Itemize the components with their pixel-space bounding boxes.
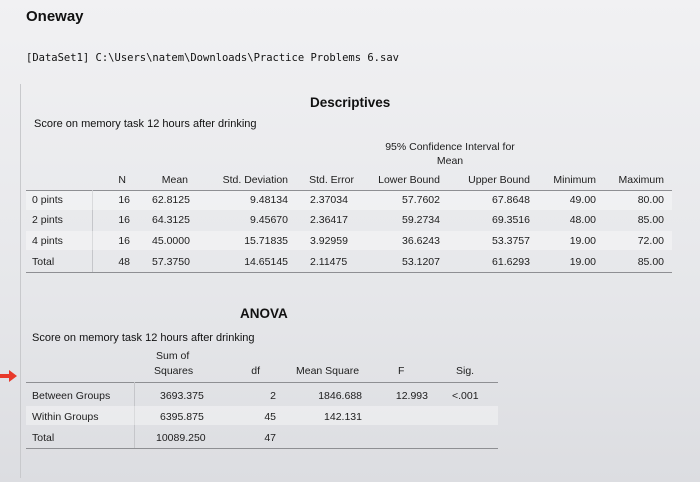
descriptives-title: Descriptives — [310, 95, 391, 110]
cell-maximum: 85.00 — [637, 256, 664, 268]
dataset-path: [DataSet1] C:\Users\natem\Downloads\Practice Problems 6.sav — [26, 52, 399, 64]
anova-bottom-rule — [26, 448, 498, 449]
cell-mean-square: 142.131 — [324, 411, 362, 423]
anova-header-rule — [26, 382, 498, 383]
ci-header-line1: 95% Confidence Interval for — [385, 141, 515, 153]
descriptives-bottom-rule — [26, 272, 672, 273]
cell-std-deviation: 9.48134 — [250, 194, 288, 206]
cell-upper-bound: 67.8648 — [492, 194, 530, 206]
cell-mean: 62.8125 — [152, 194, 190, 206]
cell-df: 47 — [264, 432, 276, 444]
cell-df: 45 — [264, 411, 276, 423]
ci-header-line2: Mean — [436, 155, 464, 167]
descriptives-subtitle: Score on memory task 12 hours after drinking — [34, 118, 257, 130]
col-header-sig: Sig. — [456, 365, 475, 377]
cell-sig: <.001 — [452, 390, 479, 402]
row-label: Total — [32, 256, 55, 268]
cell-lower-bound: 59.2734 — [402, 214, 440, 226]
cell-maximum: 80.00 — [637, 194, 664, 206]
cell-n: 16 — [118, 214, 130, 226]
col-header-std-deviation: Std. Deviation — [222, 174, 288, 186]
col-header-upper-bound: Upper Bound — [468, 174, 530, 186]
cell-std-error: 2.11475 — [310, 256, 348, 268]
col-header-sum-of-squares-line1: Sum of — [156, 350, 190, 362]
cell-n: 48 — [118, 256, 130, 268]
col-header-df: df — [251, 365, 260, 377]
cell-mean: 64.3125 — [152, 214, 190, 226]
cell-mean: 45.0000 — [152, 235, 190, 247]
cell-upper-bound: 69.3516 — [492, 214, 530, 226]
cell-sum-of-squares: 6395.875 — [160, 411, 204, 423]
row-label: Total — [32, 432, 55, 444]
cell-n: 16 — [118, 235, 130, 247]
cell-n: 16 — [118, 194, 130, 206]
cell-maximum: 72.00 — [637, 235, 664, 247]
cell-std-deviation: 15.71835 — [244, 235, 288, 247]
cell-sum-of-squares: 10089.250 — [156, 432, 206, 444]
col-header-mean-square: Mean Square — [296, 365, 360, 377]
anova-subtitle: Score on memory task 12 hours after drinking — [32, 332, 255, 344]
cell-mean: 57.3750 — [152, 256, 190, 268]
cell-minimum: 19.00 — [569, 256, 596, 268]
cell-minimum: 49.00 — [569, 194, 596, 206]
col-header-minimum: Minimum — [553, 174, 596, 186]
cell-minimum: 48.00 — [569, 214, 596, 226]
cell-minimum: 19.00 — [569, 235, 596, 247]
cell-std-deviation: 9.45670 — [250, 214, 288, 226]
cell-std-error: 2.36417 — [310, 214, 348, 226]
col-header-sum-of-squares-line2: Squares — [154, 365, 194, 377]
cell-std-deviation: 14.65145 — [244, 256, 288, 268]
cell-upper-bound: 61.6293 — [492, 256, 530, 268]
cell-mean-square: 1846.688 — [318, 390, 362, 402]
row-label: 2 pints — [32, 214, 63, 226]
output-title[interactable]: Oneway — [26, 8, 84, 25]
row-label: 0 pints — [32, 194, 63, 206]
cell-sum-of-squares: 3693.375 — [160, 390, 204, 402]
col-header-std-error: Std. Error — [309, 174, 354, 186]
cell-std-error: 3.92959 — [310, 235, 348, 247]
cell-lower-bound: 36.6243 — [402, 235, 440, 247]
row-label: Between Groups — [32, 390, 111, 402]
cell-df: 2 — [270, 390, 276, 402]
row-label: 4 pints — [32, 235, 63, 247]
cell-std-error: 2.37034 — [310, 194, 348, 206]
anova-title: ANOVA — [240, 306, 288, 321]
col-header-maximum: Maximum — [618, 174, 664, 186]
col-header-lower-bound: Lower Bound — [378, 174, 440, 186]
cell-f: 12.993 — [395, 390, 428, 402]
cell-lower-bound: 53.1207 — [402, 256, 440, 268]
cell-lower-bound: 57.7602 — [402, 194, 440, 206]
selected-item-arrow-icon — [0, 369, 18, 383]
cell-maximum: 85.00 — [637, 214, 664, 226]
row-label: Within Groups — [32, 411, 99, 423]
col-header-mean: Mean — [161, 174, 188, 186]
cell-upper-bound: 53.3757 — [492, 235, 530, 247]
col-header-n: N — [118, 174, 126, 186]
col-header-f: F — [398, 365, 405, 377]
